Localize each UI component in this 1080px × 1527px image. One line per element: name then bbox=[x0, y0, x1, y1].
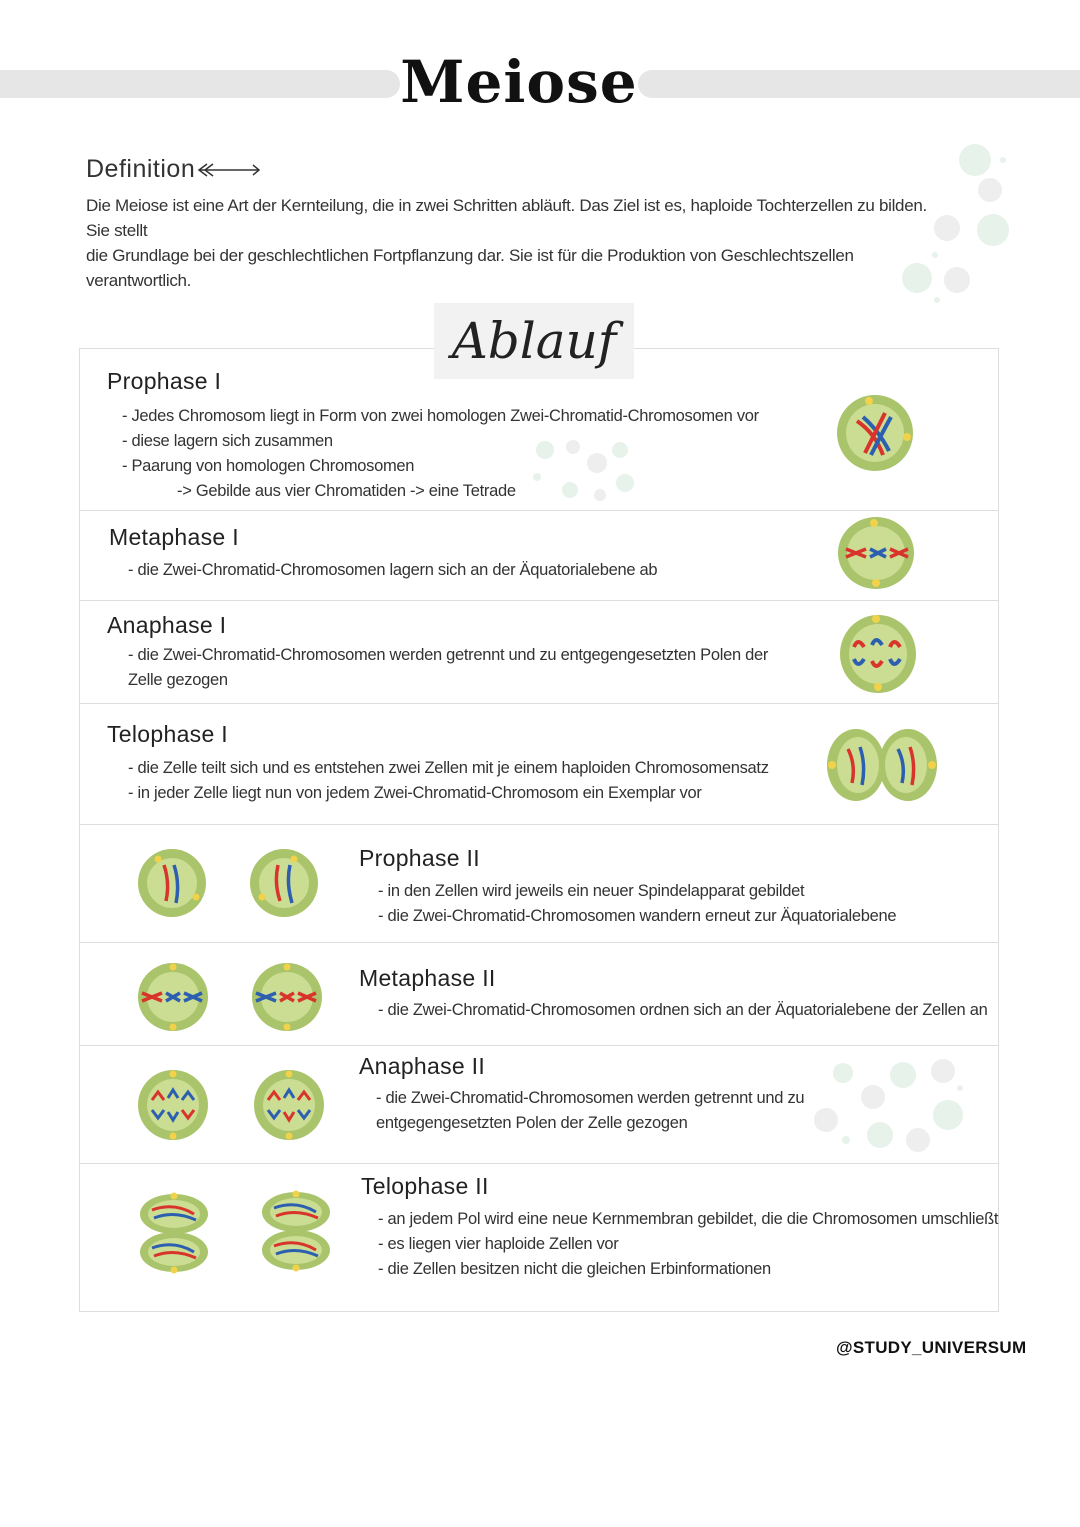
decorative-dots bbox=[525, 435, 640, 505]
section-title-ablauf: Ablauf bbox=[434, 303, 634, 379]
row-divider bbox=[79, 703, 999, 704]
prophase-cell-icon bbox=[835, 393, 915, 473]
phase-title: Prophase II bbox=[359, 845, 480, 871]
phase-description: - die Zwei-Chromatid-Chromosomen ordnen sich an der Äquatorialebene der Zellen an bbox=[378, 1001, 988, 1019]
definition-line: Die Meiose ist eine Art der Kernteilung, die in zwei Schritten abläuft. Das Ziel ist es, haploide Tochterzellen zu bilden. Sie stellt bbox=[86, 196, 927, 240]
phase-description: - in den Zellen wird jeweils ein neuer Spindelapparat gebildet - die Zwei-Chromatid-Chromosomen wandern erneut zur Äquatorialebene bbox=[378, 882, 897, 925]
phase-description: - an jedem Pol wird eine neue Kernmembran gebildet, die die Chromosomen umschließt - es liegen vier haploide Zellen vor - die Zellen besitzen nicht die gleichen Erbinformationen bbox=[378, 1210, 999, 1278]
row-divider bbox=[79, 1163, 999, 1164]
row-divider bbox=[79, 510, 999, 511]
telophase-ii-cell-icon bbox=[138, 1192, 210, 1274]
row-divider bbox=[79, 942, 999, 943]
metaphase-ii-cell-icon bbox=[136, 961, 210, 1033]
phase-title: Metaphase II bbox=[359, 965, 496, 991]
author-handle: @STUDY_UNIVERSUM bbox=[836, 1338, 1027, 1357]
definition-heading: Definition bbox=[86, 155, 196, 183]
anaphase-cell-icon bbox=[838, 613, 918, 695]
metaphase-cell-icon bbox=[836, 515, 916, 591]
telophase-cell-icon bbox=[826, 727, 938, 803]
phase-title: Telophase I bbox=[107, 721, 228, 747]
decorative-dots bbox=[808, 1055, 968, 1155]
row-divider bbox=[79, 824, 999, 825]
phase-title: Anaphase II bbox=[359, 1053, 486, 1079]
phase-title: Anaphase I bbox=[107, 612, 227, 638]
arrow-left-icon bbox=[195, 160, 261, 180]
anaphase-ii-cell-icon bbox=[252, 1068, 326, 1142]
metaphase-ii-cell-icon bbox=[250, 961, 324, 1033]
phase-description: - Jedes Chromosom liegt in Form von zwei homologen Zwei-Chromatid-Chromosomen vor - diese lagern sich zusammen - Paarung von homologen Chromosomen -> Gebilde aus vier Chromatiden -> eine Tetrade bbox=[122, 407, 759, 500]
header-bar-left bbox=[0, 70, 400, 98]
phase-title: Telophase II bbox=[361, 1173, 489, 1199]
telophase-ii-cell-icon bbox=[260, 1190, 332, 1272]
page-title: Meiose bbox=[400, 48, 638, 116]
phase-description: - die Zwei-Chromatid-Chromosomen lagern sich an der Äquatorialebene ab bbox=[128, 561, 658, 579]
prophase-ii-cell-icon bbox=[248, 847, 320, 919]
row-divider bbox=[79, 600, 999, 601]
anaphase-ii-cell-icon bbox=[136, 1068, 210, 1142]
row-divider bbox=[79, 1045, 999, 1046]
definition-line: die Grundlage bei der geschlechtlichen Fortpflanzung dar. Sie ist für die Produktion von Geschlechtszellen verantwortlich. bbox=[86, 246, 854, 290]
phase-description: - die Zwei-Chromatid-Chromosomen werden getrennt und zu entgegengesetzten Polen der Zelle gezogen bbox=[376, 1089, 805, 1132]
phase-title: Metaphase I bbox=[109, 524, 239, 550]
phase-description: - die Zwei-Chromatid-Chromosomen werden getrennt und zu entgegengesetzten Polen der Zelle gezogen bbox=[128, 646, 769, 689]
header-bar-right bbox=[638, 70, 1080, 98]
definition-text bbox=[86, 193, 946, 293]
phase-description: - die Zelle teilt sich und es entstehen zwei Zellen mit je einem haploiden Chromosomensatz - in jeder Zelle liegt nun von jedem Zwei-Chromatid-Chromosom ein Exemplar vor bbox=[128, 759, 769, 802]
phase-title: Prophase I bbox=[107, 368, 222, 394]
prophase-ii-cell-icon bbox=[136, 847, 208, 919]
decorative-dots bbox=[895, 140, 1025, 310]
